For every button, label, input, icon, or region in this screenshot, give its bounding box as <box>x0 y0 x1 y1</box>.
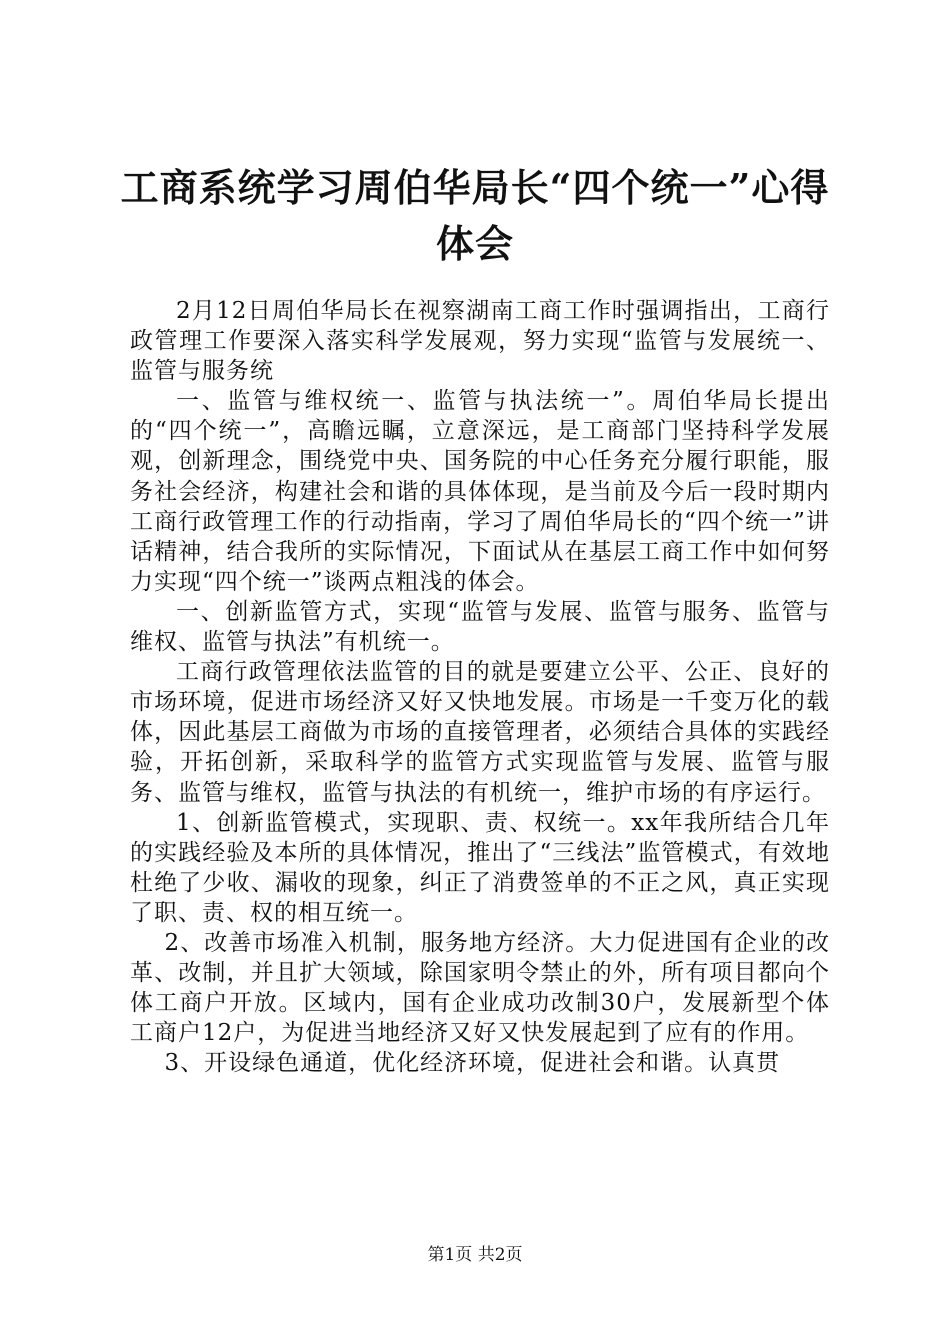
document-body <box>130 296 830 1078</box>
paragraph-3: 一、创新监管方式，实现“监管与发展、监管与服务、监管与维权、监管与执法”有机统一。 <box>130 598 830 656</box>
paragraph-1: 2月12日周伯华局长在视察湖南工商工作时强调指出，工商行政管理工作要深入落实科学发展观，努力实现“监管与发展统一、监管与服务统 <box>130 298 830 385</box>
paragraph-4: 工商行政管理依法监管的目的就是要建立公平、公正、良好的市场环境，促进市场经济又好又快地发展。市场是一千变万化的载体，因此基层工商做为市场的直接管理者，必须结合具体的实践经验，开拓创新，采取科学的监管方式实现监管与发展、监管与服务、监管与维权，监管与执法的有机统一，维护市场的有序运行。 <box>130 659 830 806</box>
paragraph-6: 2、改善市场准入机制，服务地方经济。大力促进国有企业的改革、改制，并且扩大领域，除国家明令禁止的外，所有项目都向个体工商户开放。区域内，国有企业成功改制30户，发展新型个体工商户12户，为促进当地经济又好又快发展起到了应有的作用。 <box>130 929 830 1047</box>
paragraph-2: 一、监管与维权统一、监管与执法统一”。周伯华局长提出的“四个统一”，高瞻远瞩，立意深远，是工商部门坚持科学发展观，创新理念，围绕党中央、国务院的中心任务充分履行职能，服务社会经济，构建社会和谐的具体体现，是当前及今后一段时期内工商行政管理工作的行动指南，学习了周伯华局长的“四个统一”讲话精神，结合我所的实际情况，下面试从在基层工商工作中如何努力实现“四个统一”谈两点粗浅的体会。 <box>130 388 830 595</box>
paragraph-7: 3、开设绿色通道，优化经济环境，促进社会和谐。认真贯 <box>164 1050 781 1077</box>
document-title: 工商系统学习周伯华局长“四个统一”心得体会 <box>120 165 830 266</box>
page-number-footer: 第1页 共2页 <box>427 1245 523 1265</box>
paragraph-5: 1、创新监管模式，实现职、责、权统一。xx年我所结合几年的实践经验及本所的具体情况，推出了“三线法”监管模式，有效地杜绝了少收、漏收的现象，纠正了消费签单的不正之风，真正实现了职、责、权的相互统一。 <box>130 809 830 926</box>
